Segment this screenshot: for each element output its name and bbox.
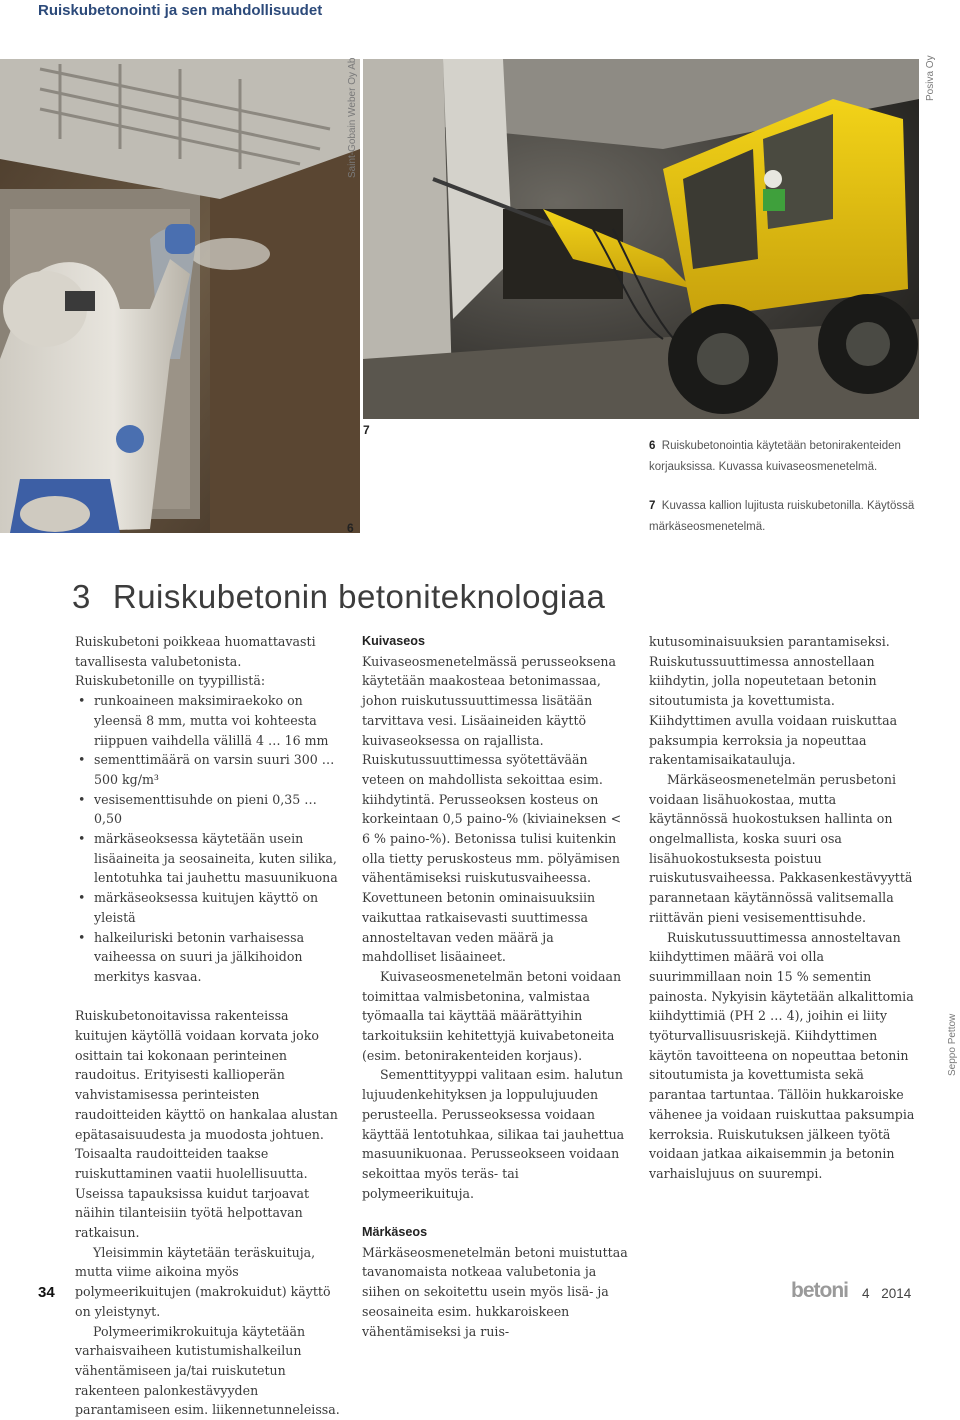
caption-text-7: Kuvassa kallion lujitusta ruiskubetonilla. Käytössä märkäseosmenetelmä. xyxy=(649,500,915,533)
issue-number: 4 xyxy=(862,1286,870,1301)
issue-info xyxy=(862,1286,911,1301)
paragraph: Ruiskutussuuttimessa annosteltavan kiihdyttimen määrä voi olla suurimmillaan noin 15 % sementin painosta. Nykyisin käytetään alkalittomia kiihdyttimiä (PH 2 … 4), joihin ei liity työturvallisuusriskejä. Kiihdyttimen käytön tavoitteena on nopeuttaa betonin sitoutumista ja kovettumista sekä parantaa tartuntaa. Tällöin hukkaroiske vähenee ja voidaan ruiskuttaa paksumpia kerroksia. Ruiskutuksen jälkeen työtä voidaan jatkaa aikaisemmin ja betonin varhaislujuus on suurempi. xyxy=(649,929,915,1181)
caption-text-6: Ruiskubetonointia käytetään betonirakenteiden korjauksissa. Kuvassa kuivaseosmenetelmä. xyxy=(649,440,901,473)
properties-list xyxy=(75,691,341,987)
paragraph: Märkäseosmenetelmän betoni muistuttaa tavanomaista notkeaa valubetonia ja siihen on sekoitettu usein myös lisä- ja seosaineita esim. hukkaroiskeen vähentämiseksi ja ruis- xyxy=(362,1244,628,1339)
column-2 xyxy=(362,632,630,1341)
photo-credit-6: Saint-Gobain Weber Oy Ab xyxy=(347,57,358,178)
subheading-kuivaseos: Kuivaseos xyxy=(362,634,425,648)
intro-paragraph: Ruiskubetoni poikkeaa huomattavasti tavallisesta valubetonista. Ruiskubetonille on tyypillistä: xyxy=(75,634,316,689)
paragraph: Kuivaseosmenetelmän betoni voidaan toimittaa valmisbetonina, valmistaa työmaalla tai käyttää määrättyihin tarkoituksiin kehitettyjä kuivabetoneita (esim. betonirakenteiden korjaus). xyxy=(362,968,622,1063)
photo-6-worker-spraying xyxy=(0,59,360,533)
paragraph: kutusominaisuuksien parantamiseksi. Ruiskutussuuttimessa annostellaan kiihdytin, jolla nopeutetaan betonin sitoutumista ja kovettumista. Kiihdyttimen avulla voidaan ruiskuttaa paksumpia kerroksia ja nopeuttaa rakentamisaikatauluja. xyxy=(649,634,898,768)
paragraph: Ruiskubetonoitavissa rakenteissa kuitujen käytöllä voidaan korvata joko osittain tai kokonaan perinteinen raudoitus. Erityisesti kallioperän vahvistamisessa perinteisten raudoitteiden käyttö on hankalaa alustan epätasaisuudesta ja muodosta johtuen. Toisaalta raudoitteiden taakse ruiskuttaminen vaatii huolellisuutta. Useissa tapauksissa kuidut tarjoavat näihin tilanteisiin työtä helpottavan ratkaisun. xyxy=(75,1008,338,1241)
section-heading xyxy=(72,578,605,616)
paragraph: Polymeerimikrokuituja käytetään varhaisvaiheen kutistumishalkeilun vähentämiseen ja/tai ruiskutetun rakenteen palonkestävyyden parantamiseen esim. liikennetunneleissa. xyxy=(75,1323,340,1418)
caption-number-7: 7 xyxy=(649,500,656,512)
running-header: Ruiskubetonointi ja sen mahdollisuudet xyxy=(38,2,323,19)
issue-year: 2014 xyxy=(881,1286,912,1301)
figure-number-7: 7 xyxy=(363,423,370,437)
photo-6-illustration xyxy=(0,59,360,533)
figure-number-6: 6 xyxy=(347,521,354,535)
column-1 xyxy=(75,632,341,1420)
list-item: • runkoaineen maksimiraekoko on yleensä 8 mm, mutta voi kohteesta riippuen vaihdella välillä 4 … 16 mm xyxy=(75,691,341,750)
paragraph: Yleisimmin käytetään teräskuituja, mutta viime aikoina myös polymeerikuitujen (makrokuidut) käyttö on yleistynyt. xyxy=(75,1244,331,1319)
magazine-logo: betoni xyxy=(791,1279,848,1302)
figure-caption-7 xyxy=(649,496,931,538)
list-item: • märkäseoksessa käytetään usein lisäaineita ja seosaineita, kuten silika, lentotuhka tai jauhettu masuunikuona xyxy=(75,829,341,888)
list-item: • sementtimäärä on varsin suuri 300 … 500 kg/m³ xyxy=(75,750,341,789)
subheading-markaseos: Märkäseos xyxy=(362,1225,428,1240)
list-item: • vesisementtisuhde on pieni 0,35 … 0,50 xyxy=(75,790,341,829)
page-number: 34 xyxy=(38,1284,55,1301)
paragraph: Kuivaseosmenetelmässä perusseoksena käytetään maakosteaa betonimassaa, johon ruiskutussuuttimessa lisätään tarvittava vesi. Lisäaineiden käyttö kuivaseoksessa on rajallista. Ruiskutussuuttimessa syötettävään veteen on mahdollista sekoittaa esim. kiihdytintä. Perusseoksen kosteus on korkeintaan 0,5 paino-% (kiviaineksen < 6 % paino-%). Betonissa tulisi kuitenkin olla tietty peruskosteus mm. pölyämisen vähentämiseksi ruiskutusvaiheessa. Kovettuneen betonin ominaisuuksiin vaikuttaa ratkaisevasti suuttimessa annosteltavan veden määrä ja mahdolliset lisäaineet. xyxy=(362,653,622,965)
paragraph: Sementtityyppi valitaan esim. halutun lujuudenkehityksen ja loppulujuuden perusteella. Perusseoksessa voidaan käyttää lentotuhkaa, silikaa tai jauhettua masuunikuonaa. Perusseokseen voidaan sekoittaa myös teräs- tai polymeerikuituja. xyxy=(362,1067,625,1201)
photo-7-illustration xyxy=(363,59,919,419)
section-title: Ruiskubetonin betoniteknologiaa xyxy=(112,578,606,615)
caption-number-6: 6 xyxy=(649,440,656,452)
section-number: 3 xyxy=(72,578,91,615)
photo-credit-7: Posiva Oy xyxy=(925,55,936,101)
figure-caption-6 xyxy=(649,436,931,478)
paragraph: Märkäseosmenetelmän perusbetoni voidaan lisähuokostaa, mutta käytännössä huokostuksen hallinta on ongelmallista, koska suuri osa lisähuokostuksesta poistuu ruiskutusvaiheessa. Pakkasenkestävyyttä parannetaan käytännössä valitsemalla riittävän pieni vesisementtisuhde. xyxy=(649,771,913,925)
column-3 xyxy=(649,632,917,1184)
list-item: • märkäseoksessa kuitujen käyttö on yleistä xyxy=(75,888,341,927)
list-item: • halkeiluriski betonin varhaisessa vaiheessa on suuri ja jälkihoidon merkitys kasvaa. xyxy=(75,928,341,987)
side-photo-credit: Seppo Pettow xyxy=(947,1013,958,1076)
photo-7-rock-reinforcement xyxy=(363,59,919,419)
